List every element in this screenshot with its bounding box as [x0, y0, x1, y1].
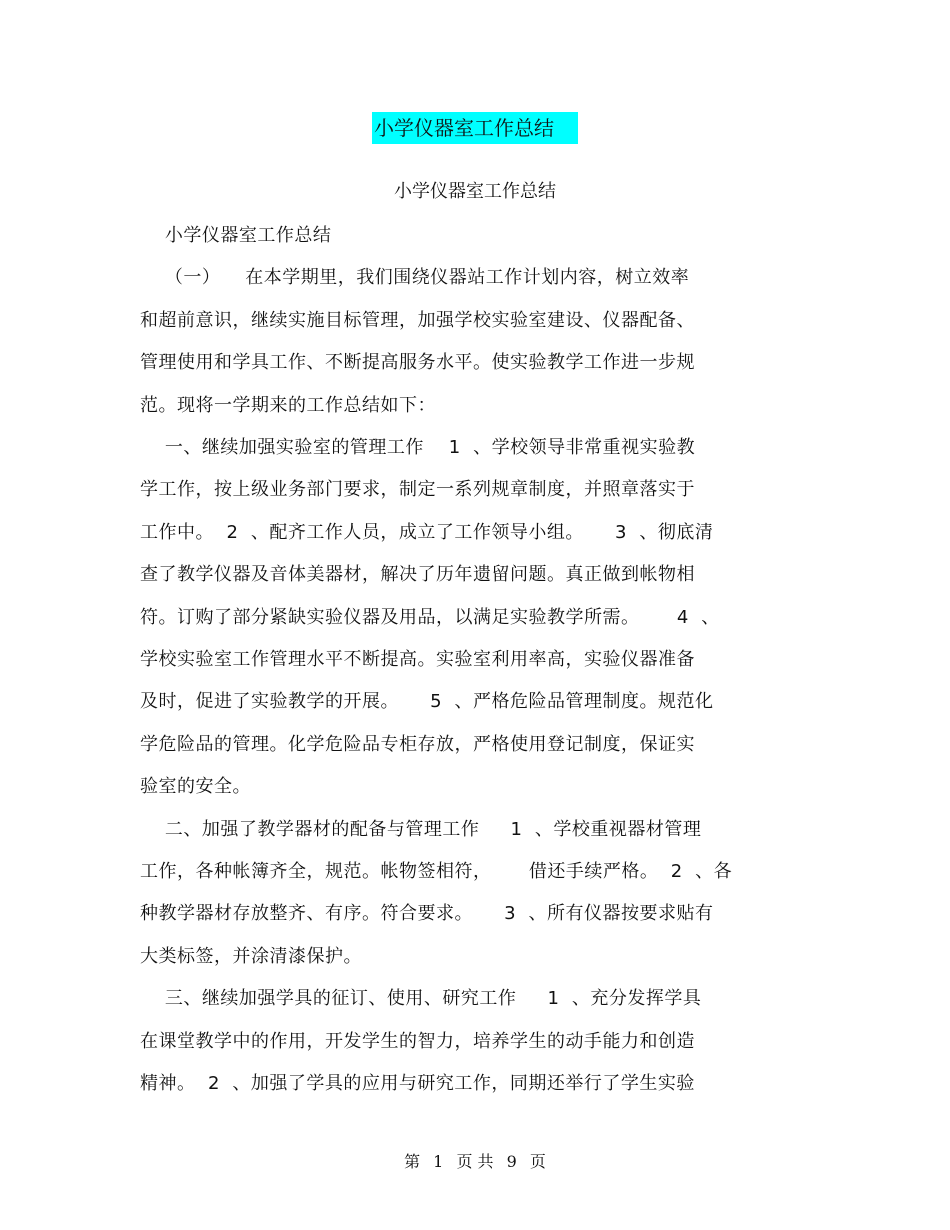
footer-prefix: 第 [404, 1152, 421, 1171]
text-line: 工作，各种帐簿齐全，规范。帐物签相符， 借还手续严格。 2 、各 [140, 861, 733, 882]
text-line: 精神。 2 、加强了学具的应用与研究工作，同期还举行了学生实验 [140, 1073, 695, 1094]
text-line: 工作中。 2 、配齐工作人员，成立了工作领导小组。 3 、彻底清 [140, 521, 714, 543]
text-line: 验室的安全。 [140, 776, 251, 798]
footer-suffix: 页 [529, 1152, 546, 1171]
text-line: 管理使用和学具工作、不断提高服务水平。使实验教学工作进一步规 [140, 352, 695, 374]
text-line: 二、加强了教学器材的配备与管理工作 1 、学校重视器材管理 [140, 818, 702, 840]
document-title: 小学仪器室工作总结 [372, 112, 578, 144]
text-line: 种教学器材存放整齐、有序。符合要求。 3 、所有仪器按要求贴有 [140, 903, 714, 925]
text-line: 大类标签，并涂清漆保护。 [140, 945, 362, 967]
footer-page-number: 1 [433, 1152, 444, 1171]
title-wrapper [0, 112, 950, 144]
text-line: 学危险品的管理。化学危险品专柜存放，严格使用登记制度，保证实 [140, 733, 695, 755]
document-subtitle: 小学仪器室工作总结 [394, 181, 556, 202]
text-line: （一） 在本学期里，我们围绕仪器站工作计划内容，树立效率 [140, 267, 690, 289]
text-line: 三、继续加强学具的征订、使用、研究工作 1 、充分发挥学具 [140, 988, 702, 1010]
text-line: 一、继续加强实验室的管理工作 1 、学校领导非常重视实验教 [140, 437, 696, 458]
text-line: 及时，促进了实验教学的开展。 5 、严格危险品管理制度。规范化 [140, 691, 714, 713]
page-footer [0, 1149, 950, 1175]
text-line: 查了教学仪器及音体美器材，解决了历年遗留问题。真正做到帐物相 [140, 564, 695, 586]
text-line: 和超前意识，继续实施目标管理，加强学校实验室建设、仪器配备、 [140, 309, 695, 331]
text-line: 范。现将一学期来的工作总结如下： [140, 394, 436, 416]
footer-page-total: 9 [506, 1152, 517, 1171]
footer-middle: 页 共 [456, 1152, 494, 1171]
text-line: 学校实验室工作管理水平不断提高。实验室利用率高，实验仪器准备 [140, 649, 695, 670]
text-line: 小学仪器室工作总结 [140, 225, 332, 246]
text-line: 学工作，按上级业务部门要求，制定一系列规章制度，并照章落实于 [140, 479, 695, 501]
text-line: 符。订购了部分紧缺实验仪器及用品，以满足实验教学所需。 4 、 [140, 606, 720, 628]
text-line: 在课堂教学中的作用，开发学生的智力，培养学生的动手能力和创造 [140, 1030, 695, 1052]
